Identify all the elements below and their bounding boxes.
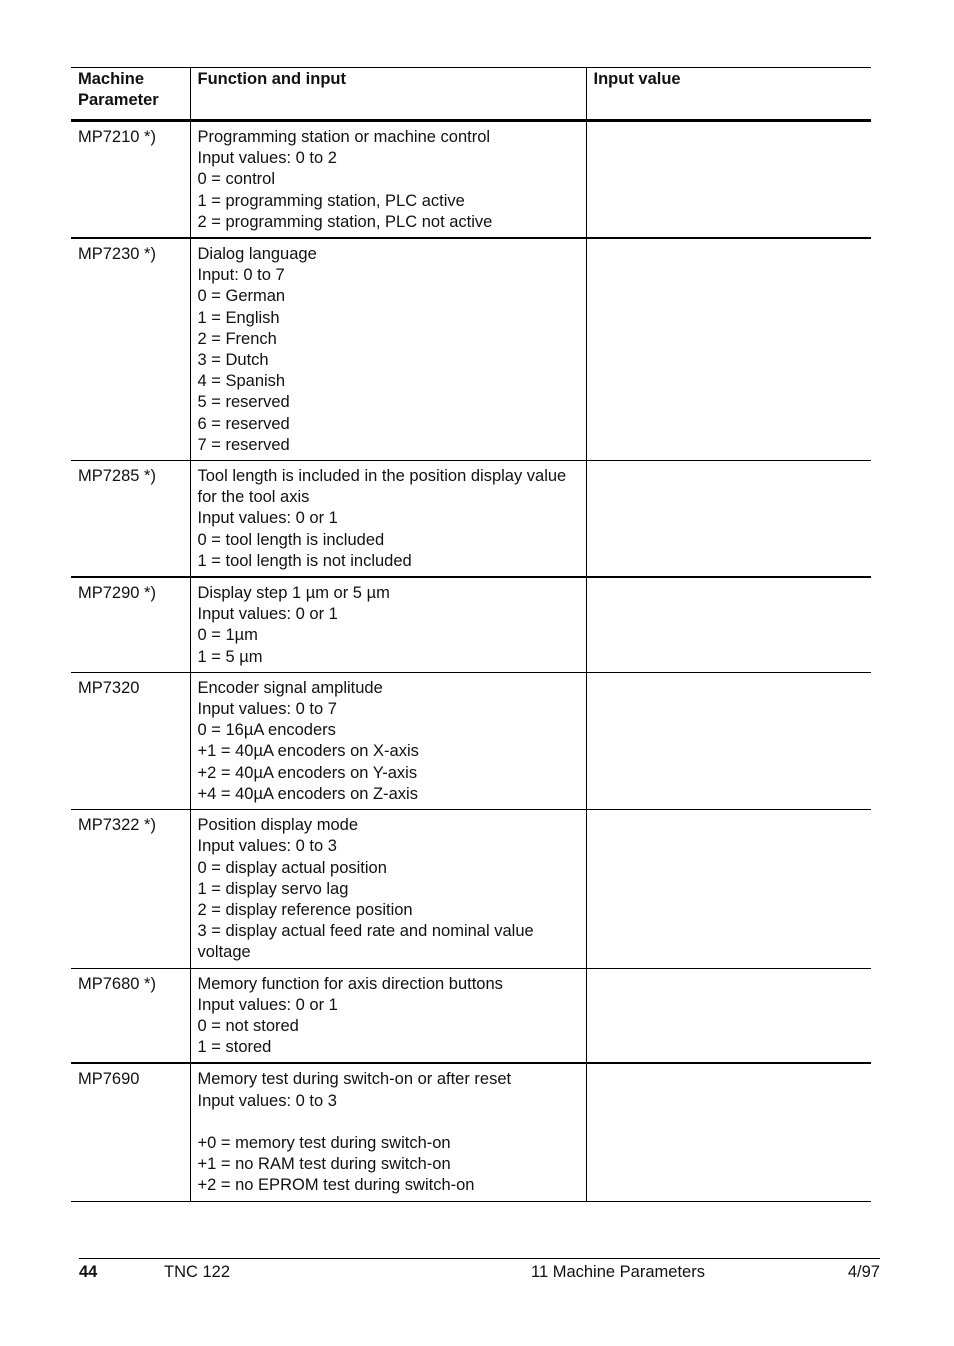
function-line: Input values: 0 to 7 [197, 700, 337, 719]
function-line: +2 = 40µA encoders on Y-axis [197, 763, 418, 782]
function-line: +1 = no RAM test during switch-on [197, 1155, 451, 1174]
function-cell [190, 968, 586, 1063]
input-value-cell [586, 810, 871, 968]
function-line: 1 = tool length is not included [197, 551, 412, 570]
function-line: 3 = Dutch [197, 351, 269, 370]
function-line: 1 = English [197, 308, 280, 327]
function-line: +0 = memory test during switch-on [197, 1133, 451, 1152]
function-line: 0 = 1µm [197, 626, 258, 645]
function-line: 0 = not stored [197, 1016, 299, 1035]
input-value-cell [586, 672, 871, 809]
table-row [71, 577, 871, 672]
function-line: 1 = stored [197, 1038, 272, 1057]
input-value-cell [586, 238, 871, 461]
table-row [71, 238, 871, 461]
parameter-cell: MP7285 *) [78, 467, 156, 486]
function-line: Dialog language [197, 245, 317, 264]
function-line: 0 = control [197, 170, 276, 189]
function-line: 2 = French [197, 329, 277, 348]
function-line: Input values: 0 or 1 [197, 509, 338, 528]
page-footer [79, 1258, 880, 1281]
page-number: 44 [79, 1263, 98, 1281]
parameter-cell: MP7230 *) [78, 245, 156, 264]
function-line: 6 = reserved [197, 414, 290, 433]
parameter-cell: MP7320 [78, 678, 140, 697]
function-line: 7 = reserved [197, 435, 290, 454]
table-body [71, 121, 871, 1202]
input-value-cell [586, 121, 871, 239]
parameter-cell: MP7322 *) [78, 816, 156, 835]
function-line: Input values: 0 to 3 [197, 1091, 337, 1110]
footer-chapter: 11 Machine Parameters [531, 1263, 705, 1281]
function-line: +2 = no EPROM test during switch-on [197, 1176, 475, 1195]
function-line: Encoder signal amplitude [197, 678, 383, 697]
input-value-cell [586, 461, 871, 578]
function-cell [190, 577, 586, 672]
function-cell [190, 121, 586, 239]
function-line: +4 = 40µA encoders on Z-axis [197, 784, 418, 803]
function-line: Programming station or machine control [197, 128, 491, 146]
function-line: Input values: 0 to 2 [197, 149, 337, 168]
table-header-row [71, 68, 871, 121]
input-value-cell [586, 1063, 871, 1201]
function-line: 0 = display actual position [197, 858, 387, 877]
table-row [71, 672, 871, 809]
function-line: Input values: 0 or 1 [197, 605, 338, 624]
machine-parameter-table [71, 67, 871, 1202]
input-value-cell [586, 968, 871, 1063]
function-line: 3 = display actual feed rate and nominal value voltage [197, 922, 534, 962]
table-row [71, 810, 871, 968]
input-value-cell [586, 577, 871, 672]
function-line: Memory function for axis direction buttons [197, 974, 503, 993]
header-machine-parameter: Machine Parameter [78, 70, 159, 110]
function-cell [190, 238, 586, 461]
table-row [71, 121, 871, 239]
function-line: 1 = 5 µm [197, 647, 263, 666]
function-line: 1 = programming station, PLC active [197, 191, 465, 210]
function-line: 0 = 16µA encoders [197, 721, 336, 740]
function-cell [190, 1063, 586, 1201]
function-line: 5 = reserved [197, 393, 290, 412]
function-line: 2 = programming station, PLC not active [197, 212, 493, 231]
table-row [71, 461, 871, 578]
parameter-cell: MP7210 *) [78, 128, 156, 146]
function-line: 4 = Spanish [197, 372, 286, 391]
function-cell [190, 461, 586, 578]
header-input-value: Input value [586, 68, 871, 121]
table-row [71, 968, 871, 1063]
parameter-cell: MP7290 *) [78, 584, 156, 603]
function-line: Input: 0 to 7 [197, 266, 285, 285]
function-line [198, 1112, 579, 1133]
parameter-cell: MP7680 *) [78, 974, 156, 993]
function-line: 0 = tool length is included [197, 530, 385, 549]
parameter-cell: MP7690 [78, 1070, 140, 1089]
footer-model: TNC 122 [164, 1263, 231, 1281]
function-line: Tool length is included in the position display value for the tool axis [197, 467, 567, 507]
function-line: Display step 1 µm or 5 µm [197, 584, 390, 603]
footer-date: 4/97 [847, 1263, 880, 1281]
function-cell [190, 810, 586, 968]
function-cell [190, 672, 586, 809]
table-row [71, 1063, 871, 1201]
function-line: Input values: 0 or 1 [197, 995, 338, 1014]
function-line: Memory test during switch-on or after reset [197, 1070, 512, 1089]
function-line: +1 = 40µA encoders on X-axis [197, 742, 419, 761]
header-function-and-input: Function and input [190, 68, 586, 121]
function-line: 2 = display reference position [197, 900, 413, 919]
function-line: Input values: 0 to 3 [197, 837, 337, 856]
function-line: 0 = German [197, 287, 286, 306]
function-line: Position display mode [197, 816, 359, 835]
function-line: 1 = display servo lag [197, 879, 349, 898]
